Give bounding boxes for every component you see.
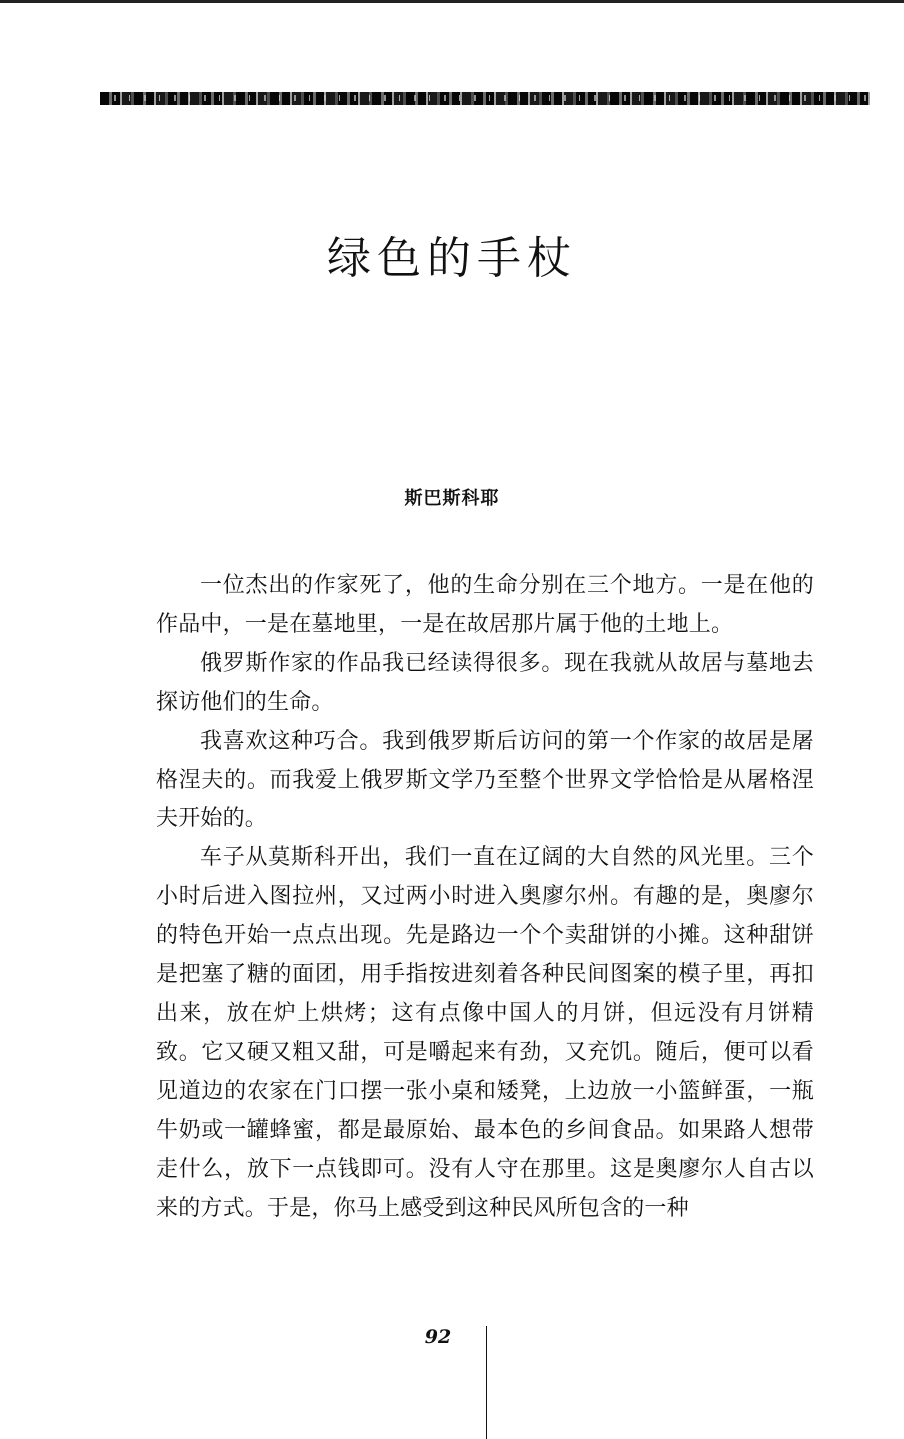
page-number: 92 [424, 1326, 452, 1348]
footer-divider [486, 1326, 487, 1439]
top-border-line [0, 0, 904, 3]
body-text [156, 567, 814, 1228]
decorative-header-band [100, 92, 870, 105]
paragraph: 我喜欢这种巧合。我到俄罗斯后访问的第一个作家的故居是屠格涅夫的。而我爱上俄罗斯文学乃至整个世界文学恰恰是从屠格涅夫开始的。 [156, 728, 814, 832]
paragraph: 一位杰出的作家死了，他的生命分别在三个地方。一是在他的作品中，一是在墓地里，一是在故居那片属于他的土地上。 [156, 573, 814, 637]
chapter-title: 绿色的手杖 [327, 233, 577, 284]
paragraph: 车子从莫斯科开出，我们一直在辽阔的大自然的风光里。三个小时后进入图拉州，又过两小时进入奥廖尔州。有趣的是，奥廖尔的特色开始一点点出现。先是路边一个个卖甜饼的小摊。这种甜饼是把塞了糖的面团，用手指按进刻着各种民间图案的模子里，再扣出来，放在炉上烘烤；这有点像中国人的月饼，但远没有月饼精致。它又硬又粗又甜，可是嚼起来有劲，又充饥。随后，便可以看见道边的农家在门口摆一张小桌和矮凳，上边放一小篮鲜蛋，一瓶牛奶或一罐蜂蜜，都是最原始、最本色的乡间食品。如果路人想带走什么，放下一点钱即可。没有人守在那里。这是奥廖尔人自古以来的方式。于是，你马上感受到这种民风所包含的一种 [156, 845, 814, 1221]
paragraph: 俄罗斯作家的作品我已经读得很多。现在我就从故居与墓地去探访他们的生命。 [156, 650, 814, 715]
chapter-subtitle: 斯巴斯科耶 [404, 488, 500, 509]
